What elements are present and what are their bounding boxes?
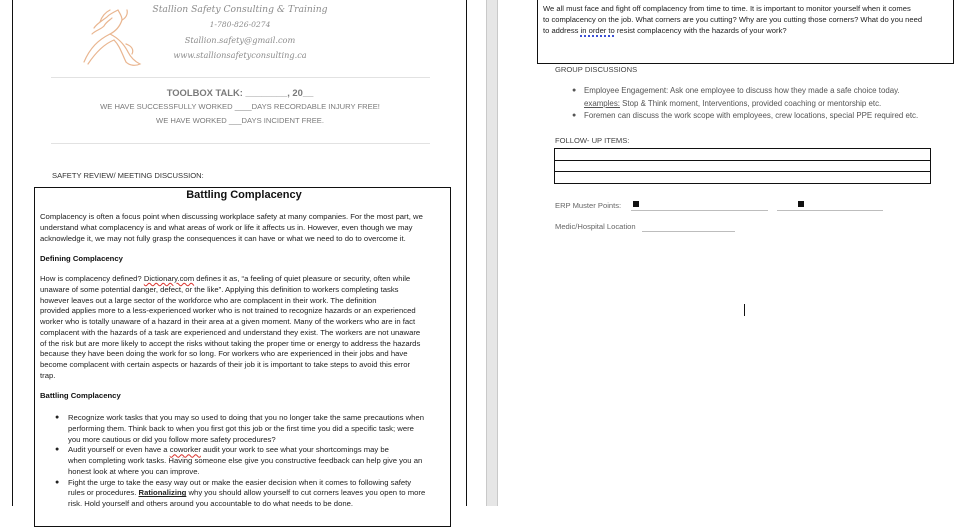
battling-complacency-heading: Battling Complacency [40,391,121,400]
emphasis-marked-word: Rationalizing [138,488,187,498]
text-segment: complacent with the hazards of a task are experienced and understand they exist. The workers are not unaware [40,327,421,337]
text-segment: Audit yourself or even have a [68,445,170,455]
text-line [543,14,922,25]
bullet-icon: ● [572,87,577,94]
text-line [68,435,425,446]
text-segment: How is complacency defined? [40,274,144,283]
left-page-border [12,0,13,506]
summary-paragraph [543,3,922,36]
company-email[interactable]: Stallion.safety@gmail.com [184,35,296,45]
erp-muster-points-label: ERP Muster Points: [555,201,622,210]
text-segment: understand what complacency is and what areas of work or life it affects us in. However, even though we may [40,222,413,232]
text-segment: Complacency is often a focus point when discussing workplace safety at many companies. For the most part, we [40,212,423,221]
company-name: Stallion Safety Consulting & Training [152,4,328,15]
bullet-icon: ● [55,446,60,454]
text-segment: when completing work tasks. Having someone else give you constructive feedback can help give you an [68,456,423,465]
text-line [40,234,423,245]
article-intro-paragraph [40,212,423,244]
text-segment: audit your work to see what your shortcomings may be [200,445,389,455]
underline-marked-word: examples: [584,98,620,108]
list-item [572,85,918,110]
text-line [584,110,918,123]
text-line [543,3,922,14]
article-title: Battling Complacency [186,189,302,201]
text-line [40,274,420,285]
bullet-icon: ● [572,112,577,120]
text-line [68,499,425,510]
logo-neck-inner-stroke [88,40,114,64]
defining-complacency-paragraph [40,274,420,382]
text-segment: worker who is totally unaware of a hazard in their area at a given moment. Many of the workers who are in fact [40,317,416,326]
text-line [40,371,420,382]
text-segment: rules or procedures. [68,488,139,498]
text-segment: of the risk but are more likely to accept the risks without taking the proper time or energy to address the hazards [40,338,421,348]
follow-up-row [555,160,931,172]
follow-up-cell[interactable] [555,172,931,184]
text-segment: trap. [40,370,56,380]
text-line [40,306,420,317]
text-segment: risk. Hold yourself and others around you accountable to do what needs to be done. [68,499,354,508]
spell-marked-word[interactable]: coworker [169,445,201,455]
text-line [68,478,425,489]
text-segment: why you should allow yourself to cut corners leaves you open to more [186,488,426,498]
header-divider [51,77,430,78]
text-line [68,467,425,478]
field-anchor-marker-icon [798,201,804,207]
text-line [40,223,423,234]
text-line [68,488,425,499]
text-segment: Employee Engagement: Ask one employee to discuss how they made a safe choice today. [584,86,900,95]
spell-marked-word[interactable]: Dictionary.com [143,274,195,283]
text-line [40,339,420,350]
text-line [40,317,420,328]
page-separator [486,0,498,506]
text-segment: Fight the urge to take the easy way out or make the easier decision when it comes to following safety [68,477,412,487]
recordable-injury-free-line: WE HAVE SUCCESSFULLY WORKED ____DAYS RECORDABLE INJURY FREE! [100,102,380,111]
bullet-icon: ● [55,478,60,486]
text-segment: to address [543,26,581,35]
list-item [572,110,918,123]
group-discussions-list [572,85,918,123]
erp-muster-point-1-field[interactable] [631,210,768,211]
text-line [543,25,922,36]
text-segment: because they have been doing the work for so long. For workers who are experienced in their jobs and have [40,349,408,359]
follow-up-cell[interactable] [555,149,931,161]
text-line [40,349,420,360]
text-segment: defines it as, “a feeling of quiet pleasure or security, often while [194,274,411,283]
text-segment: become complacent with certain aspects or hazards of their job it is important to take steps to avoid this error [40,360,411,369]
company-phone: 1-780-826-0274 [209,20,271,29]
medic-hospital-location-field[interactable] [642,231,735,232]
erp-muster-point-2-field[interactable] [777,210,883,211]
text-line [68,456,425,467]
text-line [40,360,420,371]
text-line [40,285,420,296]
group-discussions-label: GROUP DISCUSSIONS [555,65,638,74]
text-line [40,296,420,307]
grammar-marked-word[interactable]: in order to [580,26,615,35]
text-line [584,85,918,98]
list-item [55,478,425,510]
follow-up-cell[interactable] [555,160,931,172]
incident-free-line: WE HAVE WORKED ___DAYS INCIDENT FREE. [156,116,324,125]
text-line [68,424,425,435]
medic-hospital-location-label: Medic/Hospital Location [555,222,636,231]
text-cursor [744,304,745,316]
text-segment: acknowledge it, we may not fully grasp the consequences it can have or what we need to do to overcome it. [40,233,406,243]
text-segment: Stop & Think moment, Interventions, provided coaching or mentorship etc. [619,98,882,108]
text-line [68,413,425,424]
text-segment: We all must face and fight off complacency from time to time. It is important to monitor yourself when it comes [543,4,911,13]
list-item [55,445,425,477]
text-segment: to complacency on the job. What corners are you cutting? Why are you cutting those corners? What do you need [543,15,923,24]
follow-up-row [555,172,931,184]
text-segment: provided applies more to a less-experienced worker who is not trained to recognize hazards or an experienced [40,306,416,316]
safety-review-label: SAFETY REVIEW/ MEETING DISCUSSION: [52,171,204,180]
text-line [584,98,918,111]
bullet-icon: ● [55,414,60,421]
company-website[interactable]: www.stallionsafetyconsulting.ca [173,50,307,60]
list-item [55,413,425,445]
logo-ear-stroke [118,10,127,20]
text-line [68,445,425,456]
text-segment: resist complacency with the hazards of your work? [614,26,787,35]
text-segment: performing them. Think back to when you first got this job or the first time you did a specific task; were [68,423,414,433]
logo-jaw-stroke [114,40,126,62]
text-segment: you more cautious or did you follow more safety procedures? [68,434,276,444]
toolbox-divider [51,143,430,144]
text-segment: unaware of some potential danger, defect, or the like”. Applying this definition to workers completing tasks [40,284,399,294]
text-segment: however leaves out a large sector of the workforce who are complacent in their work. The definition [40,295,377,305]
text-segment: Recognize work tasks that you may so used to doing that you no longer take the same precautions when [68,413,424,422]
text-line [40,328,420,339]
field-anchor-marker-icon [633,201,639,207]
follow-up-row [555,149,931,161]
follow-up-items-table [554,148,931,184]
battling-complacency-list [55,413,425,510]
left-page-border-right [466,0,467,506]
follow-up-items-label: FOLLOW- UP ITEMS: [555,136,630,145]
text-line [40,212,423,223]
text-segment: honest look at where you can improve. [68,466,200,476]
toolbox-talk-title: TOOLBOX TALK: ________, 20__ [166,87,314,98]
text-segment: Foremen can discuss the work scope with employees, crew locations, special PPE required etc. [584,111,919,121]
defining-complacency-heading: Defining Complacency [40,254,123,263]
